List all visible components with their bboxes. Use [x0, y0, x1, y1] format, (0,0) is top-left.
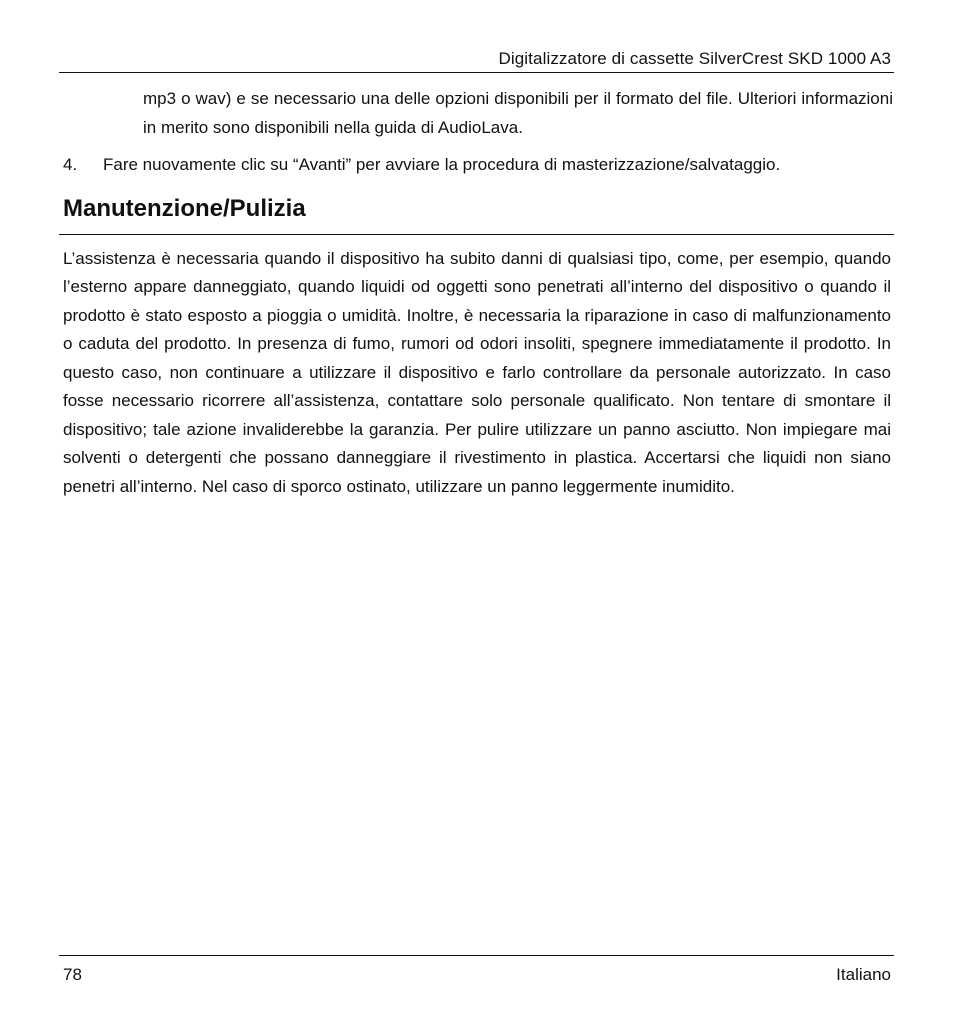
header-title: Digitalizzatore di cassette SilverCrest SKD 1000 A3	[498, 49, 891, 68]
step-text: Fare nuovamente clic su “Avanti” per avviare la procedura di masterizzazione/salvataggio.	[103, 155, 781, 174]
section-heading: Manutenzione/Pulizia	[63, 195, 306, 222]
step-number: 4.	[63, 155, 78, 174]
footer-language: Italiano	[836, 965, 891, 984]
footer-rule	[59, 955, 894, 956]
step-item	[63, 151, 903, 179]
section-body: L’assistenza è necessaria quando il dispositivo ha subito danni di qualsiasi tipo, come, per esempio, quando l’esterno appare danneggiato, quando liquidi od oggetti sono penetrati all’interno del dispositivo o quando il prodotto è stato esposto a pioggia o umidità. Inoltre, è necessaria la riparazione in caso di malfunzionamento o caduta del prodotto. In presenza di fumo, rumori od odori insoliti, spegnere immediatamente il prodotto. In questo caso, non continuare a utilizzare il dispositivo e farlo controllare da personale autorizzato. In caso fosse necessario ricorrere all’assistenza, contattare solo personale qualificato. Non tentare di smontare il dispositivo; tale azione invaliderebbe la garanzia. Per pulire utilizzare un panno asciutto. Non impiegare mai solventi o detergenti che possano danneggiare il rivestimento in plastica. Accertarsi che liquidi non siano penetri all’interno. Nel caso di sporco ostinato, utilizzare un panno leggermente inumidito.	[63, 249, 891, 496]
header-rule	[59, 72, 894, 73]
page-number: 78	[63, 965, 82, 984]
continuation-paragraph: mp3 o wav) e se necessario una delle opzioni disponibili per il formato del file. Ulteriori informazioni in merito sono disponibili nella guida di AudioLava.	[143, 89, 893, 137]
section-rule	[59, 234, 894, 235]
